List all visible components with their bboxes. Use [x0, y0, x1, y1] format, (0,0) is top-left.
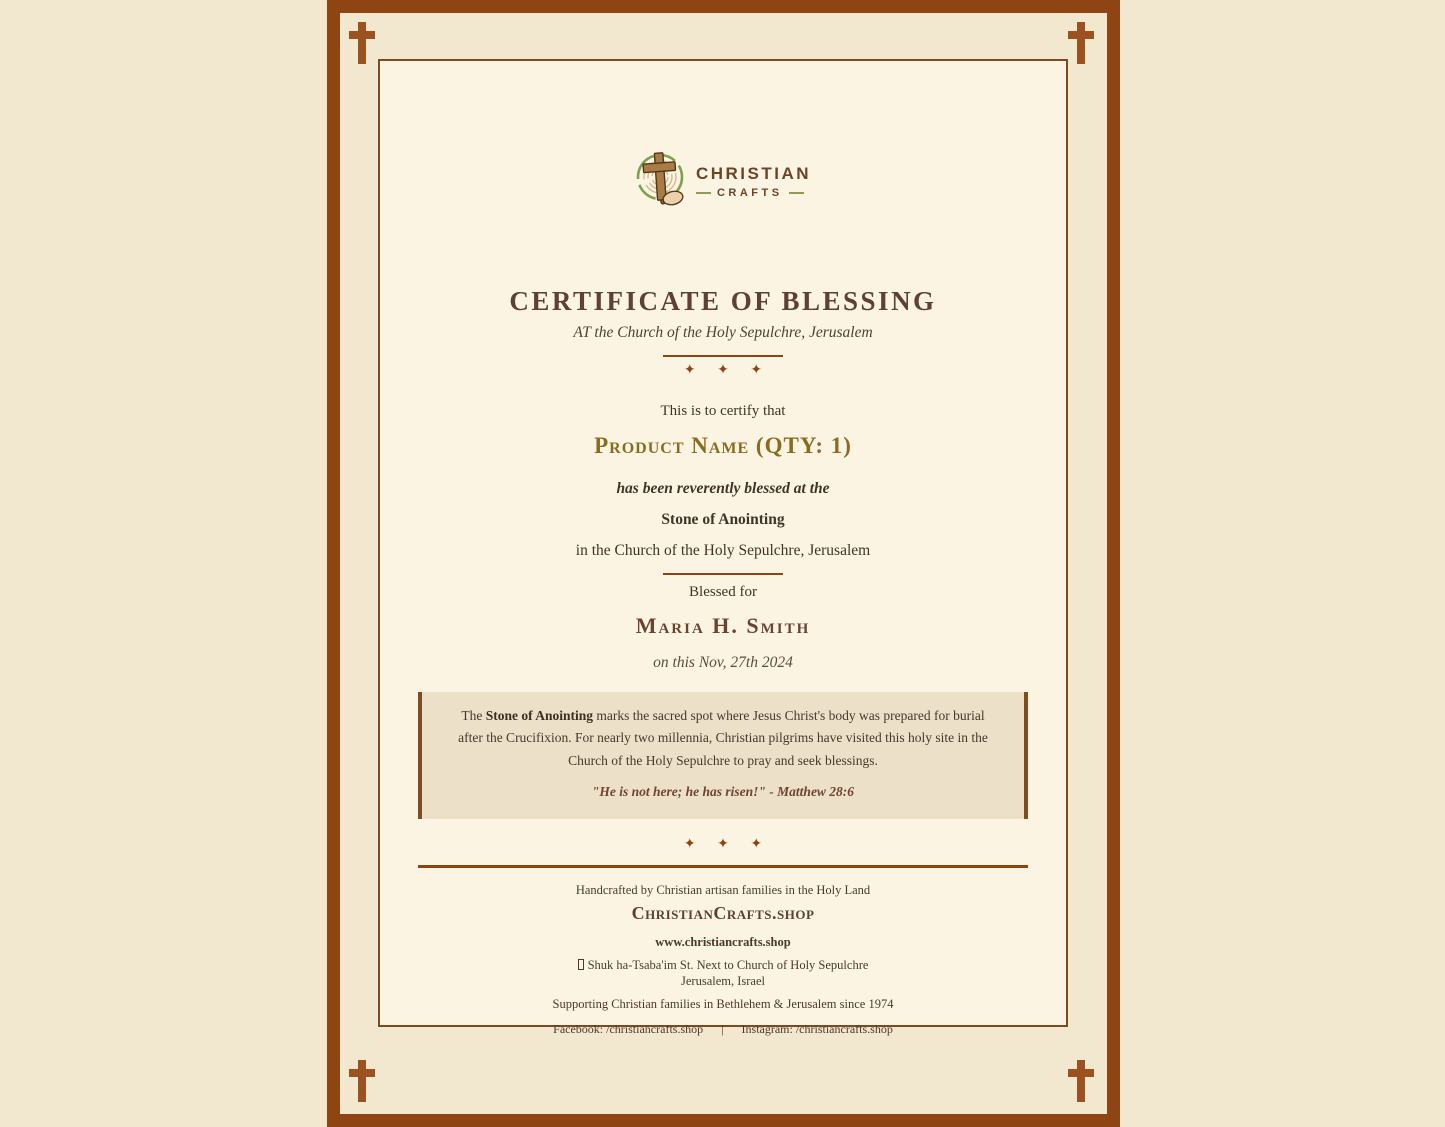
corner-cross-icon	[1068, 1060, 1094, 1102]
info-body: marks the sacred spot where Jesus Christ's body was prepared for burial after the Crucifixion. For nearly two millennia, Christian pilgrims have visited this holy site in the Church of the Holy Sepulchre to pray and seek blessings.	[458, 708, 988, 768]
blessing-date: on this Nov, 27th 2024	[653, 654, 793, 671]
supporting-line: Supporting Christian families in Bethlehem & Jerusalem since 1974	[552, 996, 894, 1011]
diamond-ornament: ✦ ✦ ✦	[683, 837, 772, 853]
certificate-panel	[378, 59, 1068, 1036]
info-highlight: Stone of Anointing	[485, 708, 594, 723]
footer-divider	[418, 865, 1028, 868]
recipient-name: Maria H. Smith	[635, 613, 811, 638]
certify-line: This is to certify that	[660, 403, 786, 419]
stone-info-box	[418, 692, 1028, 819]
product-name: Product Name (QTY: 1)	[594, 433, 852, 458]
certificate-subtitle: AT the Church of the Holy Sepulchre, Jerusalem	[573, 324, 873, 341]
corner-cross-icon	[349, 1060, 375, 1102]
missing-glyph-box-icon	[578, 959, 584, 970]
divider-rule	[663, 573, 783, 575]
blessed-for-label: Blessed for	[689, 584, 757, 600]
brand-logo	[380, 147, 1066, 216]
info-lead: The	[461, 708, 486, 723]
handcrafted-line: Handcrafted by Christian artisan families in the Holy Land	[575, 883, 871, 898]
logo-name: CHRISTIAN	[695, 164, 812, 183]
address-line2: Jerusalem, Israel	[681, 974, 765, 989]
diamond-ornament: ✦ ✦ ✦	[683, 363, 772, 378]
location-line: in the Church of the Holy Sepulchre, Jerusalem	[575, 542, 871, 559]
logo-dash-icon	[696, 192, 711, 194]
certificate-title: CERTIFICATE OF BLESSING	[509, 286, 937, 316]
website-url: www.christiancrafts.shop	[655, 935, 791, 950]
facebook-handle: Facebook: /christiancrafts.shop	[553, 1021, 704, 1036]
corner-cross-icon	[349, 22, 375, 64]
blessed-at-line: has been reverently blessed at the	[616, 480, 830, 497]
scripture-quote: "He is not here; he has risen!" - Matthew 28:6	[591, 783, 855, 799]
divider-rule	[663, 355, 783, 357]
cross-wood-ring-icon	[635, 147, 687, 216]
brand-name: ChristianCrafts.shop	[631, 903, 815, 924]
address	[380, 957, 1066, 990]
instagram-handle: Instagram: /christiancrafts.shop	[741, 1021, 893, 1036]
site-name: Stone of Anointing	[661, 511, 785, 528]
social-links-line	[380, 1022, 1066, 1037]
separator-pipe: |	[721, 1021, 724, 1036]
corner-cross-icon	[1068, 22, 1094, 64]
logo-dash-icon	[789, 192, 804, 194]
address-line1: Shuk ha-Tsaba'im St. Next to Church of Holy Sepulchre	[587, 958, 869, 973]
logo-subname: CRAFTS	[716, 187, 783, 199]
